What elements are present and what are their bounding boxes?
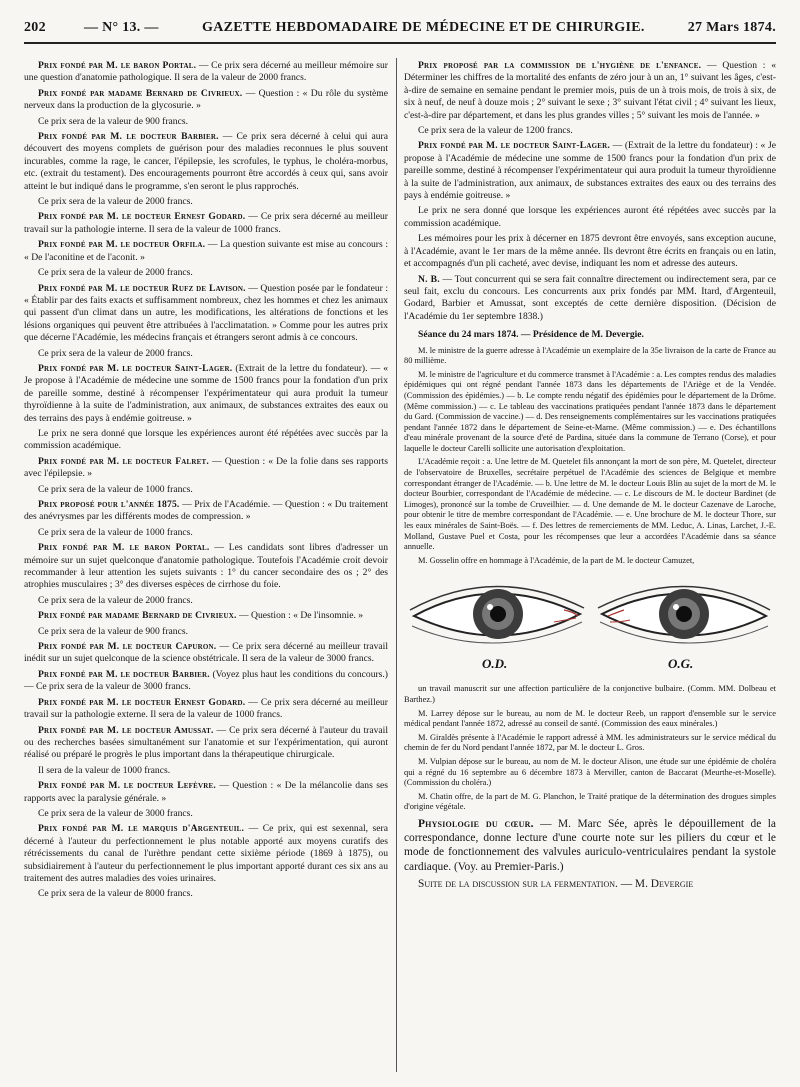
paragraph bbox=[404, 60, 776, 122]
paragraph bbox=[24, 116, 388, 128]
paragraph-text: (Extrait de la lettre du fondateur). — « Je propose à l'Académie de médecine une somme de 1500 francs pour la fondation d'un prix de pareille somme, destiné à récompenser l'expérimentateur qui aura produit la tumeur thyroïdienne à la suite de l'administration, aux animaux, de substances extraites des eaux ou des terrains des pays à endémie goitreuse. » bbox=[24, 362, 388, 424]
prize-heading: Prix fondé par M. le baron Portal. bbox=[38, 60, 197, 71]
prize-heading: Prix fondé par M. le docteur Amussat. bbox=[38, 724, 214, 736]
issue-number: — N° 13. — bbox=[84, 20, 159, 35]
paragraph bbox=[404, 125, 776, 137]
prize-list-continued bbox=[404, 60, 776, 323]
physiology-paragraph bbox=[404, 817, 776, 874]
paragraph-text: Ce prix sera de la valeur de 900 francs. bbox=[38, 625, 188, 637]
paragraph-text: — La question suivante est mise au concours : « De l'aconitine et de l'aconit. » bbox=[24, 239, 388, 263]
paragraph bbox=[24, 88, 388, 113]
paragraph bbox=[24, 626, 388, 638]
prize-heading: Prix fondé par M. le marquis d'Argenteuil. bbox=[38, 823, 245, 835]
left-eye-drawing bbox=[598, 587, 770, 644]
paragraph-text: Les mémoires pour les prix à décerner en 1875 devront être envoyés, sans exception aucune, à l'Académie, avant le 1er mars de la même année. Ils devront être écrits en français ou en latin, et accompagnés d'un pli cacheté, avec devise, indiquant les nom et adresse des auteurs. bbox=[404, 233, 776, 270]
prize-heading: Prix fondé par M. le docteur Barbier. bbox=[38, 131, 219, 143]
paragraph-text: — Question : « De la folie dans ses rapports avec l'épilepsie. » bbox=[24, 455, 388, 480]
paragraph-text: — Tout concurrent qui se sera fait connaître directement ou indirectement sera, par ce seul fait, exclu du concours. Les concurrents aux prix fondés par MM. Itard, d'Argenteuil, Godard, Barbier et Amussat, sont exceptés de cette dernière disposition. (Décision de l'Académie du 1er septembre 1838.) bbox=[404, 273, 776, 322]
paragraph: M. le ministre de l'agriculture et du commerce transmet à l'Académie : a. Les comptes rendus des maladies épidémiques qui ont régné pendant l'année 1873 dans les départements de l'Ariège et de la Vendée. (Commission des épidémies.) — b. Le compte rendu négatif des épidémies pour le département de la Drôme. (Même commission.) — c. Le tableau des vaccinations pratiquées pendant l'année 1873 dans le département du Gard. (Commission de vaccine.) — d. Des renseignements complémentaires sur les vaccinations pratiquées pendant l'année 1872 dans le département de Seine-et-Marne. (Même commission.) — e. Des échantillons d'eau minérale provenant de la source d'eté de Pardina, située dans la commune de Terrano (Corse), et pour laquelle le docteur Carelli sollicite une autorisation d'exploitation. bbox=[404, 369, 776, 453]
paragraph bbox=[24, 196, 388, 208]
paragraph bbox=[24, 808, 388, 820]
paragraph bbox=[24, 780, 388, 805]
paragraph bbox=[24, 363, 388, 425]
right-eye-drawing bbox=[410, 587, 584, 644]
paragraph-text: Le prix ne sera donné que lorsque les expériences auront été répétées avec succès par la commission académique. bbox=[24, 427, 388, 452]
paragraph-text: — Ce prix sera décerné à celui qui aura découvert des moyens complets de guérison pour des maladies reconnues le plus souvent incurables, comme la rage, le cancer, l'épilepsie, les scrofules, le typhus, le choléra-morbus, etc. (extrait du testament). Des encouragements pourront être accordés à ceux qui, sans avoir atteint le but indiqué dans le programme, s'en seront le plus rapprochés. bbox=[24, 131, 388, 192]
paragraph-text: Ce prix sera de la valeur de 2000 francs. bbox=[38, 196, 193, 208]
column-divider bbox=[396, 58, 397, 1072]
paragraph: M. Vulpian dépose sur le bureau, au nom de M. le docteur Alison, une étude sur une épidémie de choléra qui a régné du 16 septembre au 6 décembre 1873 à Merviller, canton de Baccarat (Meurthe-et-Moselle). (Commission du choléra.) bbox=[404, 756, 776, 788]
prize-heading: Prix fondé par madame Bernard de Civrieux. bbox=[38, 610, 237, 622]
physiology-text: — M. Marc Sée, après le dépouillement de la correspondance, donne lecture d'une courte note sur les piliers du cœur et le mode de fonctionnement des valvules auriculo-ventriculaires pendant la systole cardiaque. (Voy. au Premier-Paris.) bbox=[404, 817, 776, 873]
paragraph: M. Chatin offre, de la part de M. G. Planchon, le Traité pratique de la détermination des drogues simples d'origine végétale. bbox=[404, 791, 776, 812]
paragraph bbox=[404, 233, 776, 270]
paragraph bbox=[24, 456, 388, 481]
prize-heading: Prix fondé par M. le docteur Saint-Lager. bbox=[38, 362, 233, 374]
paragraph bbox=[24, 610, 388, 622]
paragraph bbox=[24, 211, 388, 236]
paragraph bbox=[24, 697, 388, 722]
paragraph-text: Le prix ne sera donné que lorsque les expériences auront été répétées avec succès par la commission académique. bbox=[404, 205, 776, 229]
paragraph bbox=[24, 239, 388, 264]
prize-heading: Prix fondé par M. le baron Portal. bbox=[38, 542, 210, 554]
paragraph bbox=[24, 725, 388, 762]
paragraph-text: — Question : « De la mélancolie dans ses rapports avec la paralysie générale. » bbox=[24, 780, 388, 804]
paragraph-text: — Prix de l'Académie. — Question : « Du traitement des anévrysmes par les différents modes de compression. » bbox=[24, 499, 388, 523]
paragraph-text: — Ce prix sera décerné au meilleur mémoire sur une question d'anatomie pathologique. Il sera de la valeur de 2000 francs. bbox=[24, 60, 388, 84]
paragraph bbox=[24, 499, 388, 524]
paragraph-text: Ce prix sera de la valeur de 2000 francs. bbox=[38, 594, 193, 606]
prize-heading: Prix fondé par M. le docteur Saint-Lager. bbox=[418, 140, 610, 152]
label-right-eye: O.D. bbox=[482, 656, 508, 672]
prize-heading: Prix fondé par M. le docteur Barbier. bbox=[38, 668, 210, 680]
paragraph bbox=[24, 542, 388, 592]
correspondence-continued bbox=[404, 684, 776, 813]
paragraph: M. Giraldès présente à l'Académie le rapport adressé à MM. les administrateurs sur le service médical du chemin de fer du Nord pendant l'année 1872, par M. le docteur L. Gros. bbox=[404, 732, 776, 753]
paragraph-text: — Les candidats sont libres d'adresser un mémoire sur un sujet quelconque d'anatomie pathologique. Toutefois l'Académie croit devoir recommander à leur attention les sujets suivants : 1° du cancer secondaire des os ; 2° des atrophies musculaires ; 3° des diverses espèces de cirrhose du foie. bbox=[24, 542, 388, 591]
paragraph bbox=[24, 669, 388, 694]
paragraph bbox=[24, 527, 388, 539]
prize-heading: Prix fondé par M. le docteur Ernest Godard. bbox=[38, 696, 246, 708]
prize-heading: Prix fondé par madame Bernard de Civrieux. bbox=[38, 87, 243, 99]
paragraph-text: Ce prix sera de la valeur de 2000 francs. bbox=[38, 267, 193, 279]
paragraph-text: Ce prix sera de la valeur de 1000 francs. bbox=[38, 483, 193, 495]
paragraph-text: — Question posée par le fondateur : « Établir par des faits exacts et suffisamment nombreux, chez les hommes et chez les animaux qui passent d'un climat dans un autre, les modifications, les altérations de fonctions et les lésions organiques qui peuvent être attribuées à l'acclimatation. » Comme pour les autres prix que décerne l'Académie, les médecins français et étrangers seront admis à ce concours. bbox=[24, 282, 388, 344]
prize-heading: Prix fondé par M. le docteur Rufz de Lavison. bbox=[38, 282, 246, 294]
paragraph: un travail manuscrit sur une affection particulière de la conjonctive bulbaire. (Comm. MM. Dolbeau et Barthez.) bbox=[404, 684, 776, 704]
paragraph-text: — Question : « Déterminer les chiffres de la mortalité des enfants de zéro jour à un an, 1° suivant les âges, c'est-à-dire de semaine en semaine pendant le premier mois, puis de un à trois mois, de trois à six, de six à neuf, de neuf à douze mois ; 2° suivant le sexe ; 3° suivant l'état civil ; 4° suivant les lieux, c'est-à-dire par département, et dans les plus grandes villes ; 5° suivant les mois de l'année. » bbox=[404, 60, 776, 121]
paragraph bbox=[404, 140, 776, 202]
paragraph-text: Ce prix sera de la valeur de 8000 francs. bbox=[38, 888, 193, 900]
paragraph bbox=[24, 60, 388, 85]
journal-title: GAZETTE HEBDOMADAIRE DE MÉDECINE ET DE CHIRURGIE. bbox=[202, 20, 645, 35]
paragraph-text: — Question : « De l'insomnie. » bbox=[236, 610, 364, 622]
prize-heading: Prix proposé par la commission de l'hygiène de l'enfance. bbox=[418, 60, 702, 71]
paragraph-text: — Ce prix sera décerné à l'auteur du travail ou des recherches basées simultanément sur l'anatomie et sur l'expérimentation, qui auront réalisé ou préparé le progrès le plus important dans la thérapeutique chirurgicale. bbox=[24, 724, 388, 761]
paragraph bbox=[24, 131, 388, 193]
paragraph-text: — (Extrait de la lettre du fondateur) : « Je propose à l'Académie de médecine une somme de 1500 francs pour la fondation d'un prix de pareille somme, destiné à récompenser l'expérimentateur qui aura produit la tumeur thyroïdienne à la suite de l'administration, aux animaux, de substances extraites des eaux ou des terrains des pays à endémie goitreuse. » bbox=[404, 140, 776, 202]
label-left-eye: O.G. bbox=[668, 656, 694, 672]
paragraph-text: Ce prix sera de la valeur de 3000 francs. bbox=[38, 807, 193, 819]
prize-heading: Prix fondé par M. le docteur Capuron. bbox=[38, 641, 217, 653]
paragraph bbox=[24, 641, 388, 666]
paragraph: L'Académie reçoit : a. Une lettre de M. Quetelet fils annonçant la mort de son père, M. Quetelet, directeur de l'observatoire de Bruxelles, secrétaire perpétuel de l'Académie des sciences de Belgique et membre correspondant étranger de l'Académie. — b. Une lettre de M. le docteur Louis Blin au sujet de la mort de M. le docteur Bourbier, correspondant de l'Académie de médecine. — c. Le discours de M. le docteur Bardinet (de Limoges), prononcé sur la tombe de Cruveilhier. — d. Une demande de M. le docteur Cazenave de Laroche, pour obtenir le titre de membre correspondant de l'Académie. — e. Une brochure de M. le docteur Thore, sur les eaux minérales de Saint-Boës. — f. Des lettres de remerciements de MM. Leduc, A. Linas, Larchet, J.-E. Molland, Gustave Puel et Costa, pour les récompenses que leur a accordées l'Académie dans sa séance annuelle. bbox=[404, 457, 776, 552]
paragraph-text: Ce prix sera de la valeur de 1000 francs. bbox=[38, 526, 193, 538]
physiology-lead: Physiologie du cœur. bbox=[418, 817, 534, 830]
session-heading: Séance du 24 mars 1874. — Présidence de M. Devergie. bbox=[418, 329, 644, 341]
paragraph bbox=[24, 595, 388, 607]
prize-heading: Prix proposé pour l'année 1875. bbox=[38, 499, 180, 510]
eye-drawing bbox=[404, 570, 776, 658]
left-column bbox=[24, 60, 388, 1072]
right-column bbox=[404, 60, 776, 1072]
page-number: 202 bbox=[24, 20, 46, 35]
prize-heading: N. B. bbox=[418, 273, 440, 285]
paragraph bbox=[404, 205, 776, 230]
paragraph bbox=[24, 484, 388, 496]
paragraph bbox=[24, 267, 388, 279]
paragraph-text: Ce prix sera de la valeur de 900 francs. bbox=[38, 115, 188, 127]
paragraph bbox=[24, 348, 388, 360]
paragraph-text: — Ce prix sera décerné au meilleur travail sur la pathologie interne. Il sera de la valeur de 1000 francs. bbox=[24, 211, 388, 235]
fermentation-line: Suite de la discussion sur la fermentation. — M. Devergie bbox=[418, 877, 694, 890]
prize-heading: Prix fondé par M. le docteur Lefèvre. bbox=[38, 780, 216, 792]
paragraph bbox=[24, 428, 388, 453]
eyes-illustration bbox=[404, 570, 776, 678]
paragraph-text: Ce prix sera de la valeur de 2000 francs. bbox=[38, 347, 193, 359]
paragraph-text: (Voyez plus haut les conditions du concours.) — Ce prix sera de la valeur de 3000 francs. bbox=[24, 668, 388, 693]
paragraph bbox=[24, 765, 388, 777]
paragraph: M. le ministre de la guerre adresse à l'Académie un exemplaire de la 35e livraison de la carte de France au 80 millième. bbox=[404, 345, 776, 366]
paragraph bbox=[24, 823, 388, 885]
paragraph bbox=[24, 283, 388, 345]
paragraph bbox=[24, 888, 388, 900]
prize-heading: Prix fondé par M. le docteur Ernest Godard. bbox=[38, 211, 246, 223]
paragraph-text: — Question : « Du rôle du système nerveux dans la production de la glycosurie. » bbox=[24, 87, 388, 112]
paragraph: M. Larrey dépose sur le bureau, au nom de M. le docteur Reeb, un rapport d'ensemble sur le service médical pendant l'année 1872, adressé au conseil de santé. (Commission des eaux minérales.) bbox=[404, 708, 776, 729]
prize-heading: Prix fondé par M. le docteur Orfila. bbox=[38, 239, 206, 251]
prize-heading: Prix fondé par M. le docteur Falret. bbox=[38, 455, 209, 467]
paragraph: M. Gosselin offre en hommage à l'Académie, de la part de M. le docteur Camuzet, bbox=[418, 555, 695, 565]
paragraph-text: — Ce prix, qui est sexennal, sera décerné à l'auteur du perfectionnement le plus notable apporté aux moyens curatifs des rétrécissements du canal de l'urèthre pendant cette sixième période (1869 à 1875), ou subsidiairement à l'auteur du perfectionnement le plus important apporté durant ces six ans au traitement des autres maladies des voies urinaires. bbox=[24, 823, 388, 884]
correspondence-section bbox=[404, 346, 776, 567]
issue-date: 27 Mars 1874. bbox=[687, 20, 776, 35]
paragraph bbox=[404, 274, 776, 324]
paragraph-text: Il sera de la valeur de 1000 francs. bbox=[38, 764, 171, 776]
paragraph-text: Ce prix sera de la valeur de 1200 francs. bbox=[418, 125, 573, 137]
paragraph-text: — Ce prix sera décerné au meilleur travail inédit sur un sujet quelconque de la science obstétricale. Il sera de la valeur de 3000 francs. bbox=[24, 641, 388, 665]
paragraph-text: — Ce prix sera décerné au meilleur travail sur la pathologie externe. Il sera de la valeur de 1000 francs. bbox=[24, 696, 388, 721]
page-header bbox=[24, 18, 776, 44]
